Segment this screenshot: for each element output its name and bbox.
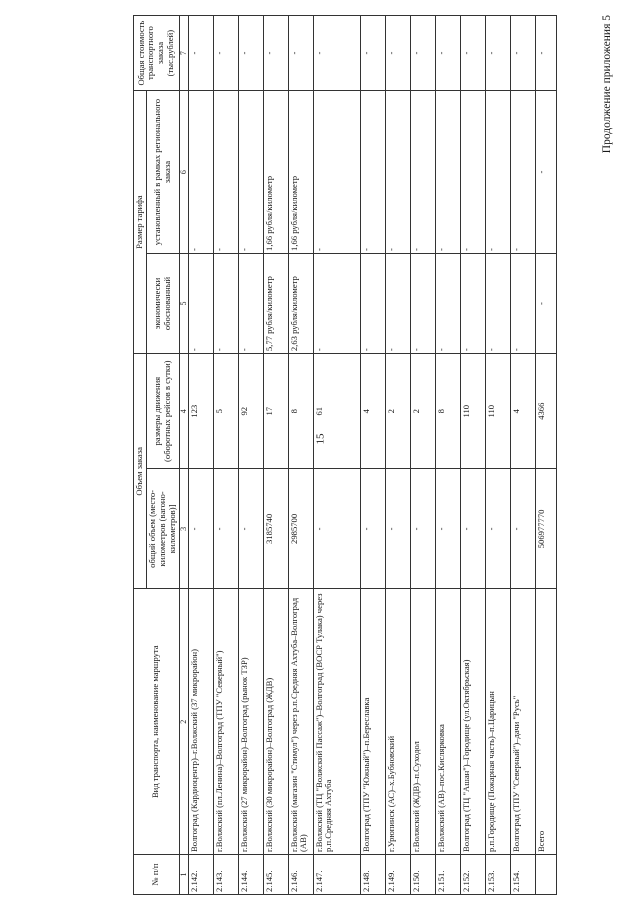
total-cost: - xyxy=(510,16,535,91)
route-name: г.Волжский (АВ)–пос.Кислярковка xyxy=(435,589,460,854)
route-name: Волгоград (ТЦ "Ашан")–Городище (ул.Октябрьская) xyxy=(460,589,485,854)
trips-per-day: 61 xyxy=(313,354,360,469)
route-number: 2.142. xyxy=(188,854,213,894)
route-name: р.п.Городище (Пожарная часть)–п.Царицын xyxy=(485,589,510,854)
total-volume: 506977770 xyxy=(535,469,556,589)
total-volume: - xyxy=(435,469,460,589)
econ-tariff: 5,77 рубля/километр xyxy=(263,253,288,353)
total-volume: - xyxy=(410,469,435,589)
route-name: Волгоград (ТПУ "Северный")–дачи "Русь" xyxy=(510,589,535,854)
header-tariff-group: Размер тарифа xyxy=(134,91,147,354)
trips-per-day: 110 xyxy=(460,354,485,469)
column-number: 3 xyxy=(179,469,188,589)
set-tariff: 1,66 рубля/километр xyxy=(263,91,288,254)
set-tariff: - xyxy=(485,91,510,254)
set-tariff: - xyxy=(435,91,460,254)
table-row xyxy=(288,16,313,895)
set-tariff: - xyxy=(385,91,410,254)
table-row xyxy=(460,16,485,895)
total-cost: - xyxy=(410,16,435,91)
total-cost: - xyxy=(238,16,263,91)
total-cost: - xyxy=(460,16,485,91)
total-volume: - xyxy=(485,469,510,589)
column-number: 2 xyxy=(179,589,188,854)
route-name: г.Волжский (30 микрорайон)–Волгоград (ЖДВ) xyxy=(263,589,288,854)
total-volume: 2985700 xyxy=(288,469,313,589)
total-volume: - xyxy=(238,469,263,589)
route-number: 2.148. xyxy=(360,854,385,894)
econ-tariff: - xyxy=(435,253,460,353)
set-tariff: - xyxy=(360,91,385,254)
route-number: 2.147. xyxy=(313,854,360,894)
table-row xyxy=(238,16,263,895)
table-row xyxy=(213,16,238,895)
route-name: Волгоград (ТПУ "Южный")–п.Береславка xyxy=(360,589,385,854)
table-row xyxy=(510,16,535,895)
route-number: 2.150. xyxy=(410,854,435,894)
route-number: 2.151. xyxy=(435,854,460,894)
route-number: 2.149. xyxy=(385,854,410,894)
route-name: Волгоград (Кардиоцентр)–г.Волжский (37 микрорайон) xyxy=(188,589,213,854)
total-volume: - xyxy=(385,469,410,589)
econ-tariff: - xyxy=(535,253,556,353)
route-number: 2.146. xyxy=(288,854,313,894)
trips-per-day: 110 xyxy=(485,354,510,469)
trips-per-day: 8 xyxy=(288,354,313,469)
set-tariff: - xyxy=(213,91,238,254)
column-number: 7 xyxy=(179,16,188,91)
route-number: 2.145. xyxy=(263,854,288,894)
table-row xyxy=(410,16,435,895)
route-name: г.Волжский (пл.Ленина)–Волгоград (ТПУ "Северный") xyxy=(213,589,238,854)
total-cost: - xyxy=(213,16,238,91)
table-row xyxy=(188,16,213,895)
page-number: 15 xyxy=(314,433,326,445)
table-row xyxy=(435,16,460,895)
header-econ-tariff: экономически обоснованный xyxy=(146,253,179,353)
route-number: 2.144. xyxy=(238,854,263,894)
trips-per-day: 8 xyxy=(435,354,460,469)
route-number: 2.152. xyxy=(460,854,485,894)
set-tariff: - xyxy=(188,91,213,254)
table-row xyxy=(385,16,410,895)
total-cost: - xyxy=(313,16,360,91)
trips-per-day: 4 xyxy=(360,354,385,469)
header-total-cost: Общая стоимость транспортного заказа (тыс.рублей) xyxy=(134,16,180,91)
trips-per-day: 17 xyxy=(263,354,288,469)
route-number: 2.153. xyxy=(485,854,510,894)
total-volume: - xyxy=(213,469,238,589)
econ-tariff: 2,63 рубля/километр xyxy=(288,253,313,353)
rotated-page xyxy=(133,15,613,895)
route-name: г.Волжский (ТЦ "Волжский Пассаж")–Волгоград (ВОСР Тулака) через р.п.Средняя Ахтуба xyxy=(313,589,360,854)
econ-tariff: - xyxy=(460,253,485,353)
total-row xyxy=(535,16,556,895)
total-label: Всего xyxy=(535,589,556,854)
header-number: № п/п xyxy=(134,854,180,894)
column-number: 4 xyxy=(179,354,188,469)
route-name: г.Волжский (ЖДВ)–п.Суходол xyxy=(410,589,435,854)
appendix-title: Продолжение приложения 5 xyxy=(601,15,613,154)
header-total-volume: общий объем (место-километров (вагоно-километров)] xyxy=(146,469,179,589)
total-cost: - xyxy=(188,16,213,91)
table-row xyxy=(263,16,288,895)
econ-tariff: - xyxy=(313,253,360,353)
route-number: 2.154. xyxy=(510,854,535,894)
total-cost: - xyxy=(385,16,410,91)
route-name: г.Волжский (27 микрорайон)–Волгоград (рынок ТЗР) xyxy=(238,589,263,854)
total-volume: - xyxy=(360,469,385,589)
total-cost: - xyxy=(535,16,556,91)
column-number: 6 xyxy=(179,91,188,254)
table-row xyxy=(313,16,360,895)
total-volume: 3185740 xyxy=(263,469,288,589)
table-row xyxy=(485,16,510,895)
trips-per-day: 2 xyxy=(410,354,435,469)
total-cost: - xyxy=(288,16,313,91)
trips-per-day: 4 xyxy=(510,354,535,469)
header-route: Вид транспорта, наименование маршрута xyxy=(134,589,180,854)
column-number-row xyxy=(179,16,188,895)
set-tariff: - xyxy=(410,91,435,254)
trips-per-day: 92 xyxy=(238,354,263,469)
trips-per-day: 2 xyxy=(385,354,410,469)
route-name: г.Волжский (магазин "Стимул") через р.п.Средняя Ахтуба–Волгоград (АВ) xyxy=(288,589,313,854)
set-tariff: - xyxy=(460,91,485,254)
route-name: г.Урюпинск (АС)–х.Бубновский xyxy=(385,589,410,854)
total-cost: - xyxy=(360,16,385,91)
column-number: 5 xyxy=(179,253,188,353)
trips-per-day: 5 xyxy=(213,354,238,469)
econ-tariff: - xyxy=(510,253,535,353)
route-number xyxy=(535,854,556,894)
total-cost: - xyxy=(435,16,460,91)
econ-tariff: - xyxy=(188,253,213,353)
set-tariff: - xyxy=(535,91,556,254)
header-volume-group: Объем заказа xyxy=(134,354,147,589)
set-tariff: - xyxy=(238,91,263,254)
trips-per-day: 123 xyxy=(188,354,213,469)
route-number: 2.143. xyxy=(213,854,238,894)
table-row xyxy=(360,16,385,895)
econ-tariff: - xyxy=(238,253,263,353)
set-tariff: - xyxy=(313,91,360,254)
total-cost: - xyxy=(263,16,288,91)
econ-tariff: - xyxy=(360,253,385,353)
column-number: 1 xyxy=(179,854,188,894)
set-tariff: - xyxy=(510,91,535,254)
set-tariff: 1,66 рубля/километр xyxy=(288,91,313,254)
trips-per-day: 4366 xyxy=(535,354,556,469)
total-cost: - xyxy=(485,16,510,91)
econ-tariff: - xyxy=(213,253,238,353)
econ-tariff: - xyxy=(385,253,410,353)
econ-tariff: - xyxy=(410,253,435,353)
header-set-tariff: установленный в рамках регионального заказа xyxy=(146,91,179,254)
total-volume: - xyxy=(313,469,360,589)
total-volume: - xyxy=(460,469,485,589)
econ-tariff: - xyxy=(485,253,510,353)
header-trips: размеры движения (оборотных рейсов в сутки) xyxy=(146,354,179,469)
tariff-table xyxy=(133,15,557,895)
total-volume: - xyxy=(510,469,535,589)
total-volume: - xyxy=(188,469,213,589)
